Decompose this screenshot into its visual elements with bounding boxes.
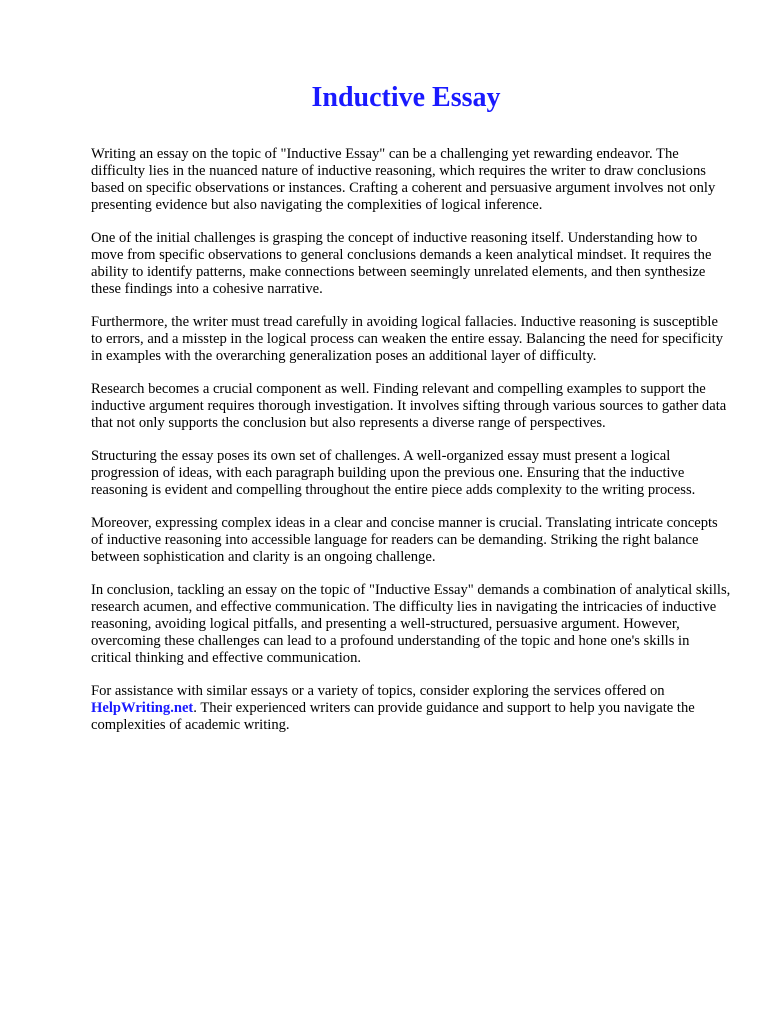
- closing-paragraph: [91, 683, 731, 734]
- paragraph-4: Research becomes a crucial component as well. Finding relevant and compelling examples to support the inductive argument requires thorough investigation. It involves sifting through various sources to gather data that not only supports the conclusion but also represents a diverse range of perspectives.: [91, 381, 727, 431]
- paragraph-3: Furthermore, the writer must tread carefully in avoiding logical fallacies. Inductive reasoning is susceptible to errors, and a misstep in the logical process can weaken the entire essay. Balancing the need for specificity in examples with the overarching generalization poses an additional layer of difficulty.: [91, 314, 724, 364]
- essay-body: [91, 146, 731, 750]
- paragraph-1: Writing an essay on the topic of "Inductive Essay" can be a challenging yet rewarding endeavor. The difficulty lies in the nuanced nature of inductive reasoning, which requires the writer to draw conclusions based on specific observations or instances. Crafting a coherent and persuasive argument involves not only presenting evidence but also navigating the complexities of logical inference.: [91, 146, 716, 213]
- closing-text-after-link: . Their experienced writers can provide guidance and support to help you navigate the complexities of academic writing.: [91, 700, 695, 733]
- paragraph-7: In conclusion, tackling an essay on the topic of "Inductive Essay" demands a combination of analytical skills, research acumen, and effective communication. The difficulty lies in navigating the intricacies of inductive reasoning, avoiding logical pitfalls, and presenting a well-structured, persuasive argument. However, overcoming these challenges can lead to a profound understanding of the topic and hone one's skills in critical thinking and effective communication.: [91, 582, 731, 666]
- closing-text-before-link: For assistance with similar essays or a variety of topics, consider exploring the services offered on: [91, 683, 665, 699]
- helpwriting-link[interactable]: HelpWriting.net: [91, 700, 194, 716]
- paragraph-2: One of the initial challenges is grasping the concept of inductive reasoning itself. Understanding how to move from specific observations to general conclusions demands a keen analytical mindset. It requires the ability to identify patterns, make connections between seemingly unrelated elements, and then synthesize these findings into a cohesive narrative.: [91, 230, 712, 297]
- paragraph-6: Moreover, expressing complex ideas in a clear and concise manner is crucial. Translating intricate concepts of inductive reasoning into accessible language for readers can be demanding. Striking the right balance between sophistication and clarity is an ongoing challenge.: [91, 515, 718, 565]
- page-title: Inductive Essay: [311, 82, 501, 113]
- paragraph-5: Structuring the essay poses its own set of challenges. A well-organized essay must present a logical progression of ideas, with each paragraph building upon the previous one. Ensuring that the inductive reasoning is evident and compelling throughout the entire piece adds complexity to the writing process.: [91, 448, 696, 498]
